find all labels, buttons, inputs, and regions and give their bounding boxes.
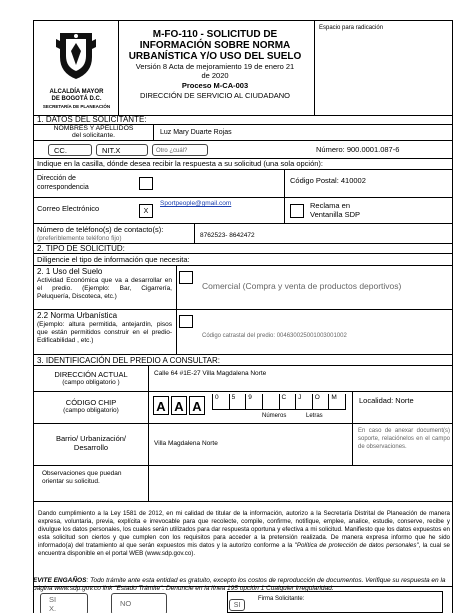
telefono-hint: (preferiblemente teléfono fijo) — [37, 235, 122, 242]
direccion-actual-hint: (campo obligatorio ) — [62, 379, 120, 386]
name-row — [34, 125, 452, 141]
logo-text-1: ALCALDÍA MAYOR — [49, 89, 104, 95]
section3-heading: 3. IDENTIFICACIÓN DEL PREDIO A CONSULTAR: — [37, 356, 220, 365]
norma-title: 2.2 Norma Urbanística — [37, 311, 118, 320]
otro-option[interactable] — [152, 144, 208, 156]
diligencie-text: Diligencie el tipo de información que necesita: — [37, 255, 190, 264]
warning-text: : Todo trámite ante esta entidad es gratuito, excepto los costos de reproducción de documentos. Verifique su respuesta en la página www.sdp.gov.co link "Estado Trámite". Denuncie en la línea 195 opción 1 Cualquier irregularidad. — [33, 577, 446, 592]
correo-row — [34, 198, 452, 224]
correo-label: Correo Electrónico — [37, 204, 100, 213]
reclama-label: Reclama en — [310, 201, 351, 210]
name-value[interactable]: Luz Mary Duarte Rojas — [160, 129, 232, 136]
chip-char[interactable]: C — [280, 394, 297, 409]
observaciones-label: Observaciones que puedan orientar su solicitud. — [42, 470, 122, 485]
section1-heading-row — [34, 116, 452, 125]
chip-char[interactable]: 5 — [230, 394, 247, 409]
id-row — [34, 141, 452, 159]
letras-label: Letras — [306, 413, 323, 419]
form-title-line3: URBANÍSTICA Y/O USO DEL SUELO — [128, 51, 302, 62]
chip-char-grid — [212, 394, 346, 410]
chip-row — [34, 392, 452, 424]
name-label: NOMBRES Y APELLIDOS — [53, 125, 134, 132]
chip-char[interactable]: 0 — [213, 394, 230, 409]
correo-checkbox[interactable]: X — [139, 204, 153, 218]
uso-checkbox[interactable] — [179, 271, 193, 284]
chip-letter-1[interactable]: A — [153, 396, 169, 415]
section2-heading-row — [34, 244, 452, 254]
barrio-label: Barrio/ Urbanización/ — [55, 434, 127, 443]
direccion-checkbox[interactable] — [139, 177, 153, 190]
chip-letter-2[interactable]: A — [171, 396, 187, 415]
footer-warning — [33, 577, 453, 593]
radicacion-box — [314, 21, 454, 116]
norma-value[interactable]: Código catrastal del predio: 004630025001003001002 — [202, 333, 347, 339]
direccion-actual-value[interactable]: Calle 64 #1E-27 Villa Magdalena Norte — [154, 370, 267, 377]
solicitud-form — [33, 20, 453, 613]
process-code: Proceso M-CA-003 — [181, 81, 249, 90]
reclama-label-2: Ventanilla SDP — [310, 210, 361, 219]
version-year: de 2020 — [201, 71, 229, 80]
radicacion-label: Espacio para radicación — [319, 25, 384, 31]
chip-char[interactable]: J — [296, 394, 313, 409]
section2-heading: 2. TIPO DE SOLICITUD: — [37, 244, 125, 253]
logo-cell — [34, 21, 119, 116]
barrio-value[interactable]: Villa Magdalena Norte — [154, 440, 218, 447]
si-option[interactable] — [40, 593, 88, 613]
cc-option[interactable] — [48, 144, 92, 156]
direction-name: DIRECCIÓN DE SERVICIO AL CIUDADANO — [139, 91, 291, 100]
uso-title: 2. 1 Uso del Suelo — [37, 267, 103, 276]
direccion-label: Dirección de — [37, 175, 76, 182]
codigo-postal: Código Postal: 410002 — [290, 176, 366, 185]
form-code-title: M-FO-110 - SOLICITUD DE — [152, 29, 278, 40]
reclama-checkbox[interactable] — [290, 204, 304, 218]
direccion-actual-label: DIRECCIÓN ACTUAL — [54, 370, 128, 379]
id-number[interactable]: Número: 900.0001.087-6 — [316, 145, 400, 154]
nit-option[interactable] — [96, 144, 148, 156]
diligencie-row — [34, 254, 452, 266]
anexar-note: En caso de anexar document(s) soporte, relaciónelos en el campo de observaciones. — [358, 428, 450, 450]
indique-row — [34, 159, 452, 170]
otro-label: Otro ¿cuál? — [156, 148, 188, 154]
norma-desc: (Ejemplo: altura permitida, antejardín, pisos que están permitidos construir en el predio-Edificabilidad , etc.) — [37, 321, 172, 344]
bogota-coat-of-arms-icon — [54, 29, 98, 81]
section3-heading-row — [34, 355, 452, 366]
consent-row — [34, 502, 452, 587]
form-header — [34, 21, 452, 116]
chip-char[interactable]: O — [313, 394, 330, 409]
observaciones-row — [34, 466, 452, 502]
uso-row — [34, 266, 452, 310]
barrio-label-2: Desarrollo — [73, 443, 109, 452]
si-label: SI — [49, 595, 57, 604]
name-label-2: del solicitante. — [71, 132, 116, 139]
firma-label: Firma Solicitante: — [258, 596, 305, 602]
chip-label: CÓDIGO CHIP — [65, 398, 117, 407]
barrio-row — [34, 424, 452, 466]
form-title-line2: INFORMACIÓN SOBRE NORMA — [139, 40, 291, 51]
chip-letter-3[interactable]: A — [189, 396, 205, 415]
indique-text: Indique en la casilla, dónde desea recibir la respuesta a su solicitud (una sola opción): — [37, 159, 324, 168]
title-block — [120, 29, 310, 100]
direccion-label-2: correspondencia — [37, 184, 89, 191]
chip-char[interactable]: 9 — [246, 394, 263, 409]
norma-row — [34, 310, 452, 355]
warning-prefix: EVITE ENGAÑOS — [33, 577, 87, 584]
logo-text-2: DE BOGOTÁ D.C. — [51, 96, 102, 102]
logo-text-3: SECRETARÍA DE PLANEACIÓN — [42, 104, 111, 109]
section1-heading: 1. DATOS DEL SOLICITANTE: — [37, 115, 147, 124]
uso-value[interactable]: Comercial (Compra y venta de productos deportivos) — [202, 281, 402, 291]
no-option[interactable] — [111, 593, 167, 613]
si-badge: SI — [229, 599, 245, 611]
telefono-row — [34, 224, 452, 244]
localidad-value[interactable]: Localidad: Norte — [359, 396, 414, 405]
telefono-value[interactable]: 8762523- 8642472 — [200, 232, 255, 239]
chip-char[interactable] — [263, 394, 280, 409]
nit-label: NIT.X — [102, 146, 121, 155]
direccion-actual-row — [34, 366, 452, 392]
email-link[interactable]: Sportpeople@gmail.com — [160, 200, 232, 207]
no-label: NO — [120, 599, 132, 608]
cc-label: CC. — [54, 146, 67, 155]
chip-hint: (campo obligatorio) — [63, 407, 119, 414]
telefono-label: Número de teléfono(s) de contacto(s): — [37, 225, 164, 234]
consent-end: , la cual se encuentra disponible en el portal WEB (www.sdp.gov.co). — [38, 542, 451, 557]
consent-text — [38, 510, 450, 558]
version-text: Versión 8 Acta de mejoramiento 19 de enero 21 — [135, 62, 295, 71]
observaciones-field[interactable] — [150, 466, 453, 501]
chip-char[interactable]: M — [329, 394, 346, 409]
firma-field[interactable] — [227, 591, 443, 613]
consent-body: Dando cumplimiento a la Ley 1581 de 2012, en mi calidad de titular de la información, autorizo a la Secretaría Distrital de Planeación de manera expresa, voluntaria, previa, explícita e irrevocable para que recolecte, compile, confirme, notifique, emplee, analice, estudie, conserve, recibe y divulgue los datos personales, los cuales serán utilizados para dar respuesta oportuna y efectiva a mi solicitud. Manifiesto que los datos expuestos en esta solicitud son ciertos y que cumplen con los requisitos para acceder a la pretensión realizada. De manera expresa informo que he sido informado(a) del tratamiento al que serán expuestos mis datos y la autorizo conforme a la — [38, 510, 450, 549]
uso-desc: Actividad Económica que va a desarrollar en el predio. (Ejemplo: Bar, Cigarrería, Peluquería, Discoteca, etc.) — [37, 277, 172, 300]
norma-checkbox[interactable] — [179, 315, 193, 328]
si-mark: X. — [49, 604, 57, 613]
direccion-row — [34, 170, 452, 198]
numeros-label: Números — [262, 413, 287, 419]
policy-name: "Política de protección de datos personales" — [294, 542, 419, 549]
